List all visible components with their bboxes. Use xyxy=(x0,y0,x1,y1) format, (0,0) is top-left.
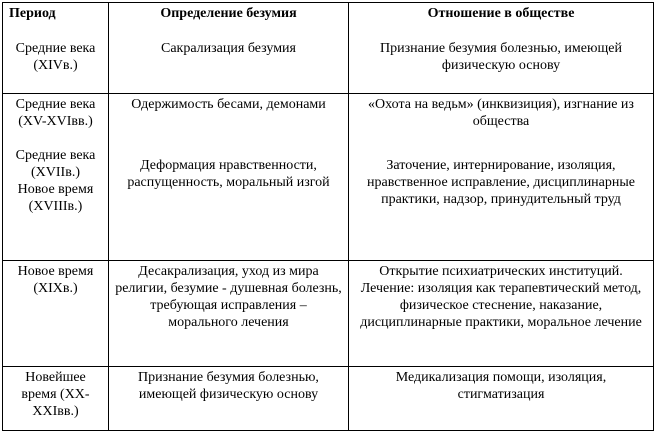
period-cell xyxy=(3,26,109,93)
header-row xyxy=(3,3,654,27)
table-row xyxy=(3,260,654,366)
attitude-cell xyxy=(349,260,654,366)
header-attitude: Отношение в обществе xyxy=(349,3,654,27)
attitude-text: Открытие психиатрических институций. Лечение: изоляция как терапевтический метод, физическое стеснение, наказание, дисциплинарные практики, моральное лечение xyxy=(360,263,642,330)
table-row xyxy=(3,93,654,260)
attitude-text: Заточение, интернирование, изоляция, нравственное исправление, дисциплинарные практики, надзор, принудительный труд xyxy=(366,157,636,207)
header-definition: Определение безумия xyxy=(109,3,349,27)
attitude-cell xyxy=(349,26,654,93)
definition-text: Одержимость бесами, демонами xyxy=(131,96,326,112)
period-text: Средние века (XVIIв.) xyxy=(15,147,96,180)
period-cell xyxy=(3,366,109,430)
period-cell xyxy=(3,260,109,366)
attitude-text: Медикализация помощи, изоляция, стигматизация xyxy=(395,369,607,402)
definition-cell xyxy=(109,26,349,93)
table-row xyxy=(3,366,654,430)
attitude-cell xyxy=(349,366,654,430)
header-period: Период xyxy=(3,3,109,27)
period-text: Средние века (XIVв.) xyxy=(15,41,96,73)
definition-text: Десакрализация, уход из мира религии, безумие - душевная болезнь, требующая исправления – морального лечения xyxy=(115,263,342,330)
attitude-text: «Охота на ведьм» (инквизиция), изгнание из общества xyxy=(368,96,634,129)
attitude-text: Признание безумия болезнью, имеющей физическую основу xyxy=(380,41,622,73)
table-row xyxy=(3,26,654,93)
period-text: Новое время (XVIIIв.) xyxy=(17,181,94,214)
period-text: Новое время (XIXв.) xyxy=(17,263,94,296)
period-text: Новейшее время (XX-XXIвв.) xyxy=(21,369,90,419)
definition-text: Признание безумия болезнью, имеющей физическую основу xyxy=(138,369,319,402)
definition-cell xyxy=(109,93,349,260)
definition-text: Деформация нравственности, распущенность, моральный изгой xyxy=(127,157,330,190)
definition-cell xyxy=(109,366,349,430)
definition-cell xyxy=(109,260,349,366)
period-cell xyxy=(3,93,109,260)
attitude-cell xyxy=(349,93,654,260)
period-text: Средние века (XV-XVIвв.) xyxy=(15,96,96,129)
definition-text: Сакрализация безумия xyxy=(160,41,296,56)
history-of-madness-table xyxy=(2,2,654,431)
